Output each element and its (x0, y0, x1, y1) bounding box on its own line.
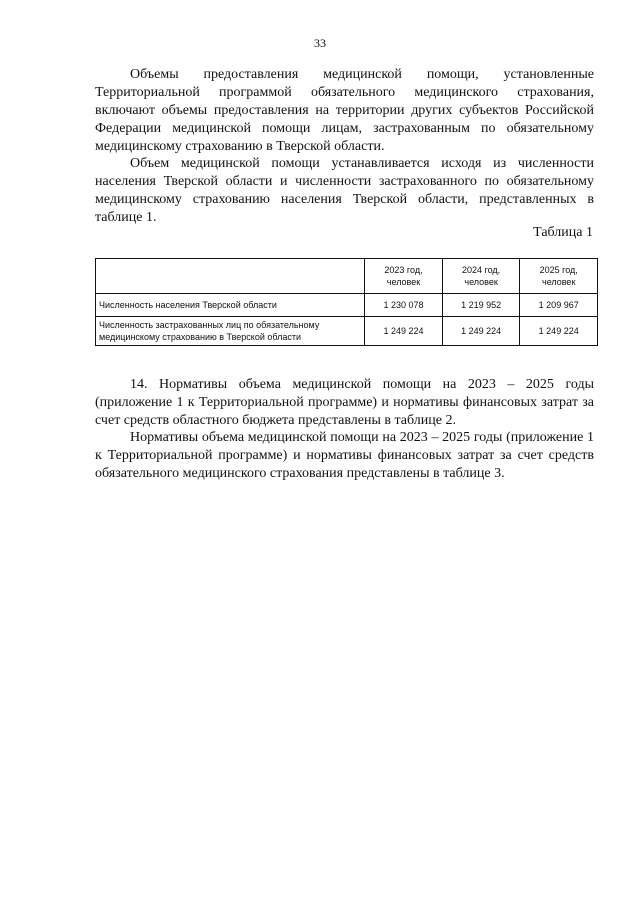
table-cell: 1 230 078 (365, 294, 443, 317)
table-row (96, 294, 598, 317)
table-header-cell: 2024 год, человек (442, 259, 520, 294)
paragraph-population-basis: Объем медицинской помощи устанавливается исходя из численности населения Тверской области и численности застрахованного по обязательному медицинскому страхованию населения Тверской области, представленных в таблице 1. (95, 156, 594, 225)
population-table (95, 258, 598, 346)
table-cell: 1 249 224 (520, 317, 598, 346)
table-cell: 1 209 967 (520, 294, 598, 317)
table-header-row (96, 259, 598, 294)
table-cell: 1 219 952 (442, 294, 520, 317)
table-cell: 1 249 224 (365, 317, 443, 346)
table-caption: Таблица 1 (533, 225, 593, 240)
table-row (96, 317, 598, 346)
table-cell: 1 249 224 (442, 317, 520, 346)
table-row-label: Численность застрахованных лиц по обязательному медицинскому страхованию в Тверской области (96, 317, 365, 346)
table-row-label: Численность населения Тверской области (96, 294, 365, 317)
page-number: 33 (314, 36, 326, 50)
table-header-cell (96, 259, 365, 294)
table-header-cell: 2023 год, человек (365, 259, 443, 294)
paragraph-insurance-norms: Нормативы объема медицинской помощи на 2023 – 2025 годы (приложение 1 к Территориальной программе) и нормативы финансовых затрат за счет средств обязательного медицинского страхования представлены в таблице 3. (95, 430, 594, 481)
table-header-cell: 2025 год, человек (520, 259, 598, 294)
paragraph-regional-budget-norms: 14. Нормативы объема медицинской помощи на 2023 – 2025 годы (приложение 1 к Территориальной программе) и нормативы финансовых затрат за счет средств областного бюджета представлены в таблице 2. (95, 377, 594, 428)
paragraph-scope-of-care: Объемы предоставления медицинской помощи, установленные Территориальной программой обязательного медицинского страхования, включают объемы предоставления на территории других субъектов Российской Федерации медицинской помощи лицам, застрахованным по обязательному медицинскому страхованию в Тверской области. (95, 67, 594, 154)
